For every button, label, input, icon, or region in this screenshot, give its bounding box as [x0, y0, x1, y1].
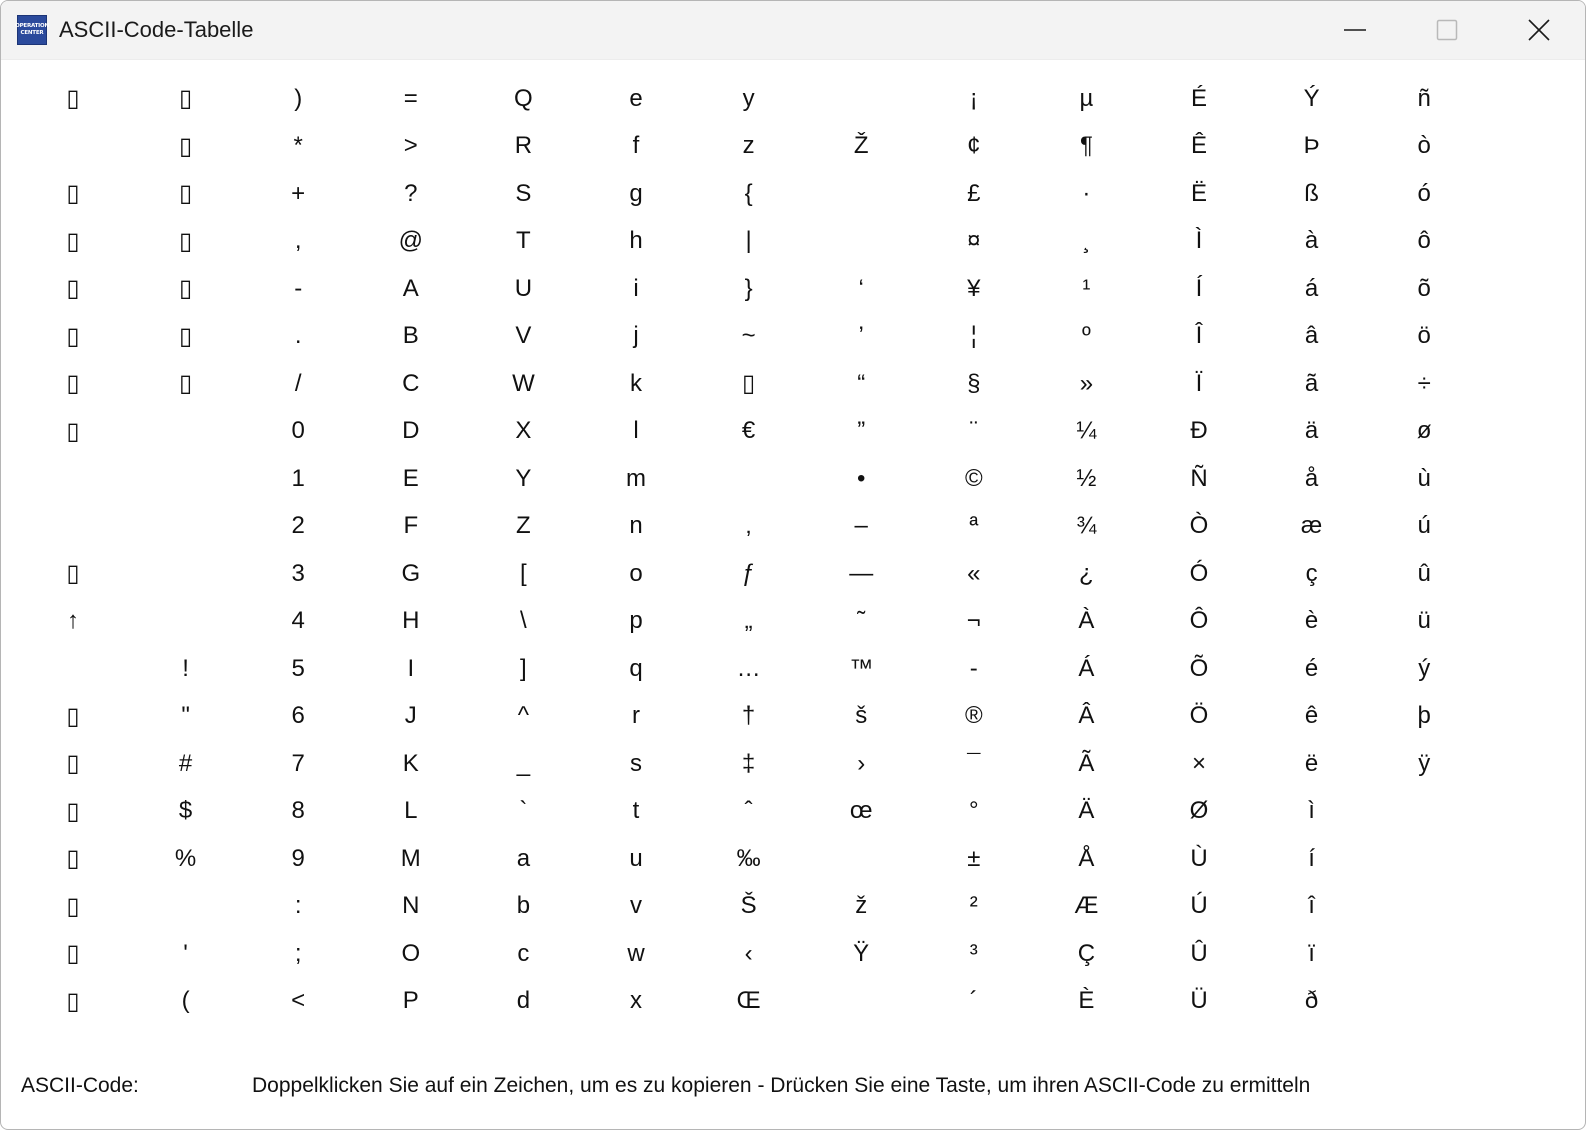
char-cell[interactable]: Þ: [1303, 132, 1320, 159]
char-cell[interactable]: ▯: [178, 370, 193, 397]
char-cell[interactable]: e: [629, 84, 643, 112]
char-cell[interactable]: ▯: [66, 180, 80, 207]
char-cell[interactable]: D: [402, 417, 420, 444]
char-cell[interactable]: ▯: [741, 370, 756, 397]
char-cell[interactable]: Q: [514, 84, 533, 112]
char-cell[interactable]: Ý: [1303, 84, 1320, 112]
char-cell[interactable]: 3: [291, 559, 305, 587]
char-cell[interactable]: ¨: [969, 417, 978, 444]
char-cell[interactable]: +: [291, 179, 306, 207]
char-cell[interactable]: À: [1078, 607, 1095, 634]
char-cell[interactable]: ▯: [66, 85, 80, 112]
char-cell[interactable]: Ë: [1190, 179, 1207, 207]
char-cell[interactable]: Z: [516, 512, 531, 539]
char-cell[interactable]: „: [744, 607, 753, 634]
window-title: ASCII-Code-Tabelle: [59, 17, 254, 42]
char-cell[interactable]: s: [630, 749, 642, 777]
char-cell[interactable]: [805, 75, 917, 122]
char-cell[interactable]: ü: [1417, 607, 1431, 634]
char-cell[interactable]: .: [294, 322, 302, 349]
char-cell[interactable]: Û: [1190, 939, 1208, 967]
char-cell[interactable]: Ù: [1190, 844, 1208, 872]
char-cell[interactable]: 1: [291, 464, 305, 492]
char-cell[interactable]: I: [407, 654, 415, 682]
char-cell[interactable]: C: [402, 369, 420, 397]
char-cell[interactable]: ]: [520, 654, 527, 682]
char-cell[interactable]: L: [404, 797, 418, 824]
char-cell[interactable]: [130, 503, 242, 550]
char-cell[interactable]: N: [402, 892, 420, 919]
char-cell[interactable]: á: [1304, 274, 1319, 302]
char-cell[interactable]: @: [398, 227, 423, 254]
status-hint: Doppelklicken Sie auf ein Zeichen, um es zu kopieren - Drücken Sie eine Taste, um ihren ASCII-Code zu ermitteln: [252, 1074, 1311, 1097]
char-cell[interactable]: ▯: [178, 180, 193, 207]
char-cell[interactable]: °: [968, 797, 979, 824]
char-cell[interactable]: µ: [1079, 84, 1094, 112]
char-cell[interactable]: ö: [1417, 322, 1431, 349]
char-cell[interactable]: [130, 883, 242, 930]
char-cell[interactable]: %: [174, 844, 197, 872]
char-cell[interactable]: Ì: [1195, 227, 1203, 254]
char-cell[interactable]: t: [632, 797, 640, 824]
char-cell[interactable]: í: [1308, 844, 1315, 872]
char-cell[interactable]: [805, 218, 917, 265]
char-cell[interactable]: 4: [291, 607, 305, 634]
char-cell[interactable]: æ: [1300, 512, 1323, 539]
char-cell[interactable]: Ÿ: [853, 939, 870, 967]
char-cell[interactable]: [130, 598, 242, 645]
char-cell[interactable]: h: [629, 227, 643, 254]
char-cell[interactable]: [805, 835, 917, 882]
char-cell[interactable]: #: [178, 749, 193, 777]
char-cell[interactable]: !: [182, 654, 189, 682]
char-cell[interactable]: ›: [857, 749, 866, 777]
char-cell[interactable]: P: [402, 987, 419, 1014]
char-cell[interactable]: Ï: [1195, 369, 1203, 397]
char-cell[interactable]: ‡: [741, 749, 756, 777]
char-cell[interactable]: 5: [291, 654, 305, 682]
char-cell[interactable]: î: [1308, 892, 1315, 919]
char-cell[interactable]: ð: [1304, 987, 1319, 1014]
char-cell[interactable]: ó: [1417, 179, 1431, 207]
char-cell[interactable]: Ð: [1190, 417, 1208, 444]
char-cell[interactable]: {: [744, 179, 753, 207]
char-cell[interactable]: M: [400, 844, 421, 872]
char-cell[interactable]: ¬: [966, 607, 981, 634]
char-cell[interactable]: *: [293, 132, 303, 159]
char-cell[interactable]: K: [402, 749, 419, 777]
char-cell[interactable]: »: [1079, 369, 1094, 397]
char-cell[interactable]: }: [744, 274, 753, 302]
char-cell[interactable]: T: [516, 227, 531, 254]
char-cell[interactable]: (: [181, 987, 190, 1014]
char-cell[interactable]: Ã: [1078, 749, 1095, 777]
character-grid: [1, 59, 1585, 1039]
char-cell[interactable]: ò: [1417, 132, 1431, 159]
char-cell[interactable]: m: [626, 464, 646, 492]
char-cell[interactable]: ×: [1191, 749, 1206, 777]
char-cell[interactable]: Ó: [1189, 559, 1209, 587]
char-cell[interactable]: ,: [294, 227, 302, 254]
app-logo-icon: [17, 15, 47, 45]
char-cell[interactable]: ▯: [66, 797, 80, 825]
char-cell[interactable]: ä: [1304, 417, 1319, 444]
char-cell[interactable]: ↑: [67, 607, 79, 634]
char-cell[interactable]: ”: [857, 417, 866, 444]
char-cell[interactable]: Æ: [1074, 892, 1099, 919]
char-cell[interactable]: Ç: [1077, 939, 1096, 967]
char-cell[interactable]: –: [854, 512, 868, 539]
char-cell[interactable]: R: [514, 132, 533, 159]
char-cell[interactable]: Ú: [1190, 892, 1208, 919]
char-cell[interactable]: ÿ: [1418, 749, 1431, 777]
char-cell[interactable]: [130, 550, 242, 597]
char-cell[interactable]: ": [181, 702, 190, 729]
char-cell[interactable]: [693, 455, 805, 502]
char-cell[interactable]: ▯: [66, 417, 80, 445]
char-cell[interactable]: Ò: [1189, 512, 1209, 539]
char-cell[interactable]: £: [967, 179, 981, 207]
char-cell[interactable]: ¡: [969, 84, 978, 112]
char-cell[interactable]: ë: [1304, 749, 1319, 777]
char-cell[interactable]: U: [514, 274, 533, 302]
char-cell[interactable]: ù: [1417, 464, 1431, 492]
char-cell[interactable]: [1368, 978, 1480, 1025]
char-cell[interactable]: c: [517, 939, 530, 967]
char-cell[interactable]: >: [403, 132, 418, 159]
char-cell[interactable]: [1368, 930, 1480, 977]
char-cell[interactable]: §: [967, 369, 981, 397]
char-cell[interactable]: ▯: [66, 750, 80, 777]
char-cell[interactable]: ▯: [66, 370, 80, 397]
char-cell[interactable]: E: [402, 464, 419, 492]
char-cell[interactable]: ;: [294, 939, 302, 967]
char-cell[interactable]: ˆ: [744, 797, 753, 824]
char-cell[interactable]: ž: [855, 892, 868, 919]
char-cell[interactable]: Y: [515, 464, 532, 492]
char-cell[interactable]: ¹: [1082, 274, 1091, 302]
char-cell[interactable]: 7: [291, 749, 305, 777]
char-cell[interactable]: ™: [849, 654, 874, 682]
char-cell[interactable]: ▯: [66, 940, 80, 967]
char-cell[interactable]: b: [516, 892, 531, 919]
char-cell[interactable]: Ž: [853, 132, 869, 159]
char-cell[interactable]: û: [1417, 559, 1431, 587]
char-cell[interactable]: ¢: [967, 132, 981, 159]
char-cell[interactable]: ’: [858, 322, 864, 349]
char-cell[interactable]: “: [857, 369, 866, 397]
char-cell[interactable]: -: [294, 274, 303, 302]
char-cell[interactable]: È: [1078, 987, 1095, 1014]
maximize-icon: [1435, 18, 1459, 42]
char-cell[interactable]: ì: [1308, 797, 1315, 824]
char-cell[interactable]: ¤: [967, 227, 981, 254]
char-cell[interactable]: è: [1304, 607, 1319, 634]
char-cell[interactable]: [1368, 883, 1480, 930]
char-cell[interactable]: `: [519, 797, 528, 824]
char-cell[interactable]: …: [736, 654, 761, 682]
char-cell[interactable]: É: [1190, 84, 1207, 112]
char-cell[interactable]: å: [1304, 464, 1319, 492]
char-cell[interactable]: Ê: [1190, 132, 1207, 159]
char-cell[interactable]: ?: [404, 179, 418, 207]
char-cell[interactable]: [17, 503, 129, 550]
char-cell[interactable]: _: [516, 749, 531, 777]
char-cell[interactable]: ▯: [178, 322, 193, 350]
char-cell[interactable]: O: [401, 939, 421, 967]
char-cell[interactable]: ': [183, 939, 188, 967]
char-cell[interactable]: i: [633, 274, 639, 302]
char-cell[interactable]: ±: [967, 844, 981, 872]
char-cell[interactable]: ã: [1304, 369, 1319, 397]
char-cell[interactable]: g: [629, 179, 643, 207]
char-cell[interactable]: [130, 408, 242, 455]
char-cell[interactable]: ²: [969, 892, 978, 919]
title-bar[interactable]: [1, 1, 1585, 60]
char-cell[interactable]: à: [1304, 227, 1319, 254]
char-cell[interactable]: ¼: [1076, 417, 1097, 444]
char-cell[interactable]: †: [741, 702, 756, 729]
char-cell[interactable]: ´: [969, 987, 978, 1014]
char-cell[interactable]: j: [633, 322, 639, 349]
char-cell[interactable]: S: [515, 179, 532, 207]
char-cell[interactable]: ·: [1082, 179, 1091, 207]
app-logo-line-2: CENTER: [20, 30, 44, 36]
char-cell[interactable]: [805, 978, 917, 1025]
char-cell[interactable]: ˜: [857, 607, 866, 634]
char-cell[interactable]: â: [1304, 322, 1319, 349]
char-cell[interactable]: 8: [291, 797, 305, 824]
char-cell[interactable]: Ø: [1189, 797, 1209, 824]
char-cell[interactable]: [: [520, 559, 527, 587]
char-cell[interactable]: F: [403, 512, 419, 539]
char-cell[interactable]: ï: [1308, 939, 1315, 967]
char-cell[interactable]: [805, 170, 917, 217]
char-cell[interactable]: r: [632, 702, 640, 729]
char-cell[interactable]: ª: [969, 512, 979, 539]
char-cell[interactable]: q: [629, 654, 643, 682]
char-cell[interactable]: ▯: [66, 845, 80, 872]
char-cell[interactable]: Ñ: [1190, 464, 1208, 492]
minimize-button[interactable]: [1309, 1, 1401, 59]
char-cell[interactable]: H: [402, 607, 420, 634]
char-cell[interactable]: ¦: [970, 322, 977, 349]
char-cell[interactable]: ƒ: [741, 559, 756, 587]
char-cell[interactable]: u: [629, 844, 643, 872]
char-cell[interactable]: ‘: [858, 274, 864, 302]
char-cell[interactable]: k: [630, 369, 642, 397]
char-cell[interactable]: ▯: [66, 702, 80, 730]
char-cell[interactable]: ÷: [1417, 369, 1431, 397]
char-cell[interactable]: [17, 455, 129, 502]
char-cell[interactable]: ▯: [66, 560, 80, 587]
char-cell[interactable]: é: [1304, 654, 1319, 682]
char-cell[interactable]: ú: [1417, 512, 1431, 539]
char-cell[interactable]: Õ: [1189, 654, 1209, 682]
char-cell[interactable]: =: [403, 84, 418, 112]
char-cell[interactable]: o: [629, 559, 643, 587]
char-cell[interactable]: ▯: [178, 275, 193, 302]
char-cell[interactable]: ¥: [967, 274, 981, 302]
char-cell[interactable]: x: [630, 987, 642, 1014]
char-cell[interactable]: ô: [1417, 227, 1431, 254]
char-cell[interactable]: œ: [849, 797, 873, 824]
char-cell[interactable]: 9: [291, 844, 305, 872]
char-cell[interactable]: š: [855, 702, 868, 729]
char-cell[interactable]: A: [402, 274, 419, 302]
char-cell[interactable]: ^: [517, 702, 530, 729]
char-cell[interactable]: ¾: [1076, 512, 1097, 539]
char-cell[interactable]: ¯: [967, 749, 981, 777]
close-button[interactable]: [1493, 1, 1585, 59]
char-cell[interactable]: ‹: [744, 939, 753, 967]
char-cell[interactable]: f: [632, 132, 640, 159]
char-cell[interactable]: ▯: [178, 85, 193, 112]
char-cell[interactable]: [17, 645, 129, 692]
char-cell[interactable]: õ: [1417, 274, 1431, 302]
char-cell[interactable]: [17, 123, 129, 170]
char-cell[interactable]: ▯: [66, 322, 80, 350]
char-cell[interactable]: ê: [1304, 702, 1319, 729]
char-cell[interactable]: n: [629, 512, 643, 539]
char-cell[interactable]: ¸: [1082, 227, 1091, 254]
char-cell[interactable]: [130, 455, 242, 502]
char-cell[interactable]: ▯: [66, 987, 80, 1015]
char-cell[interactable]: Á: [1078, 654, 1095, 682]
char-cell[interactable]: Ô: [1189, 607, 1209, 634]
char-cell[interactable]: W: [512, 369, 535, 397]
char-cell[interactable]: Â: [1078, 702, 1095, 729]
char-cell[interactable]: V: [515, 322, 532, 349]
char-cell[interactable]: ~: [741, 322, 756, 349]
char-cell[interactable]: B: [402, 322, 419, 349]
char-cell[interactable]: ): [294, 84, 303, 112]
char-cell[interactable]: ©: [964, 464, 983, 492]
char-cell[interactable]: Í: [1195, 274, 1203, 302]
char-cell[interactable]: 6: [291, 702, 305, 729]
char-cell[interactable]: þ: [1417, 702, 1431, 729]
char-cell[interactable]: ¿: [1079, 559, 1094, 587]
char-cell[interactable]: Î: [1195, 322, 1203, 349]
char-cell[interactable]: a: [516, 844, 531, 872]
char-cell[interactable]: |: [745, 227, 752, 254]
char-cell[interactable]: ý: [1418, 654, 1431, 682]
char-cell[interactable]: •: [856, 464, 866, 492]
char-cell[interactable]: Ö: [1189, 702, 1209, 729]
char-cell[interactable]: ½: [1076, 464, 1097, 492]
char-cell[interactable]: ñ: [1417, 84, 1431, 112]
char-cell[interactable]: €: [741, 417, 756, 444]
ascii-code-label: ASCII-Code:: [21, 1074, 139, 1097]
char-cell[interactable]: ß: [1304, 179, 1319, 207]
char-cell[interactable]: ▯: [66, 892, 80, 920]
char-cell[interactable]: ³: [969, 939, 978, 967]
char-cell[interactable]: p: [629, 607, 643, 634]
char-cell[interactable]: 2: [291, 512, 305, 539]
char-cell[interactable]: X: [515, 417, 532, 444]
char-cell[interactable]: ▯: [66, 275, 80, 302]
close-icon: [1527, 18, 1551, 42]
char-cell[interactable]: d: [516, 987, 531, 1014]
char-cell[interactable]: ▯: [178, 227, 193, 255]
char-cell[interactable]: 0: [291, 417, 305, 444]
char-cell[interactable]: J: [404, 702, 417, 729]
char-cell[interactable]: <: [291, 987, 306, 1014]
char-cell[interactable]: «: [967, 559, 981, 587]
char-cell[interactable]: y: [742, 84, 755, 112]
char-cell[interactable]: ø: [1416, 417, 1432, 444]
char-cell[interactable]: ¶: [1079, 132, 1093, 159]
char-cell[interactable]: v: [630, 892, 642, 919]
char-cell[interactable]: ‚: [745, 512, 752, 539]
char-cell[interactable]: ▯: [66, 227, 80, 255]
char-cell[interactable]: ç: [1305, 559, 1318, 587]
char-cell[interactable]: w: [627, 939, 645, 967]
char-cell[interactable]: —: [849, 559, 874, 587]
char-cell[interactable]: Å: [1078, 844, 1095, 872]
char-cell[interactable]: :: [294, 892, 302, 919]
char-cell[interactable]: -: [969, 654, 978, 682]
char-cell[interactable]: $: [178, 797, 193, 824]
minimize-icon: [1343, 18, 1367, 42]
char-cell[interactable]: G: [401, 559, 421, 587]
char-cell[interactable]: Œ: [736, 987, 761, 1014]
char-cell[interactable]: Ü: [1190, 987, 1208, 1014]
char-cell[interactable]: \: [520, 607, 527, 634]
char-cell[interactable]: Ä: [1078, 797, 1095, 824]
char-cell[interactable]: ®: [964, 702, 983, 729]
char-cell[interactable]: /: [294, 369, 302, 397]
char-cell[interactable]: [1368, 835, 1480, 882]
char-cell[interactable]: z: [742, 132, 755, 159]
char-cell[interactable]: Š: [740, 892, 757, 919]
char-cell[interactable]: ▯: [178, 132, 193, 160]
char-cell[interactable]: ‰: [736, 844, 761, 872]
char-cell[interactable]: [1368, 788, 1480, 835]
maximize-button[interactable]: [1401, 1, 1493, 59]
char-cell[interactable]: l: [633, 417, 639, 444]
app-logo-line-1: OPERATION: [15, 23, 49, 29]
char-cell[interactable]: º: [1082, 322, 1091, 349]
